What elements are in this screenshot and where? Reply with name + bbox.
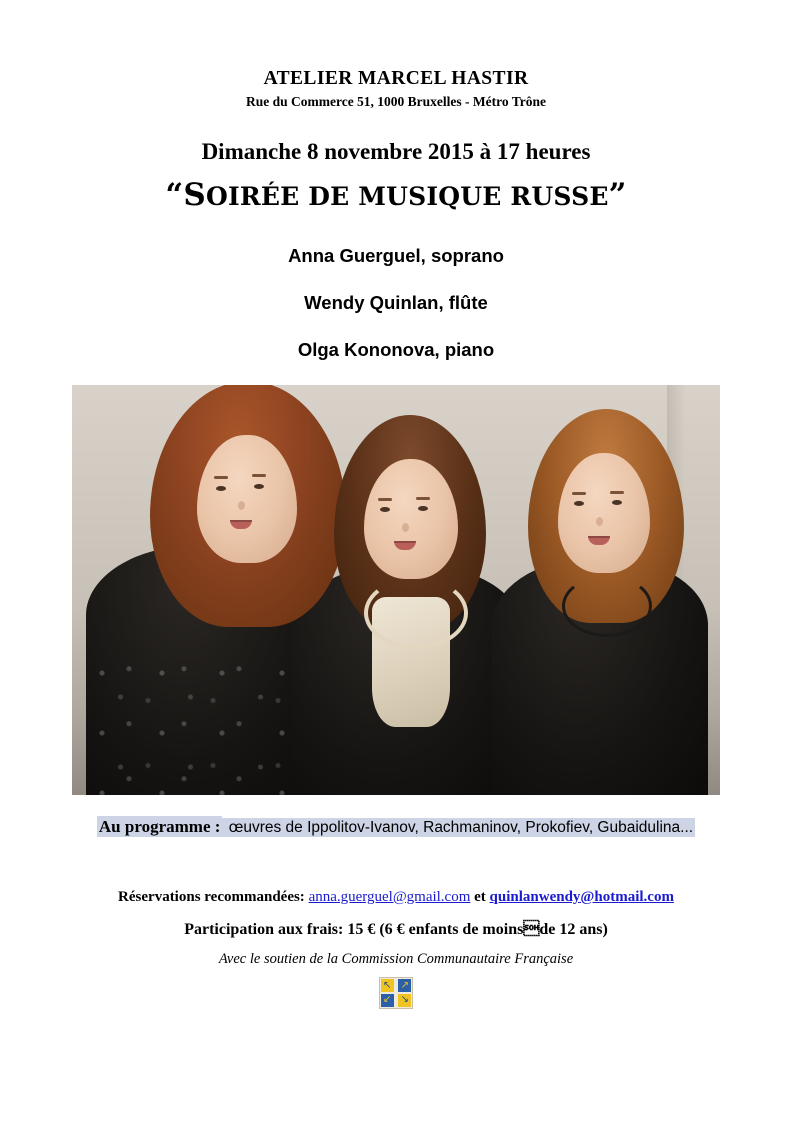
reservations-label: Réservations recommandées: bbox=[118, 888, 305, 905]
right-brow-2 bbox=[610, 491, 624, 494]
support-line: Avec le soutien de la Commission Communautaire Française bbox=[218, 950, 574, 967]
middle-nose bbox=[402, 523, 409, 532]
poster-page bbox=[0, 68, 792, 1147]
right-necklace bbox=[562, 575, 652, 637]
left-brow-1 bbox=[214, 476, 228, 479]
email-separator: et bbox=[470, 888, 490, 905]
concert-date: Dimanche 8 novembre 2015 à 17 heures bbox=[201, 139, 591, 164]
right-nose bbox=[596, 517, 603, 526]
left-nose bbox=[238, 501, 245, 510]
venue-address: Rue du Commerce 51, 1000 Bruxelles - Métro Trône bbox=[245, 94, 547, 109]
middle-necklace bbox=[364, 577, 468, 649]
left-brow-2 bbox=[252, 474, 266, 477]
venue-block bbox=[0, 68, 792, 110]
left-eye-1 bbox=[216, 486, 226, 491]
middle-eye-2 bbox=[418, 506, 428, 511]
reservations-line bbox=[0, 889, 792, 906]
right-eye-2 bbox=[612, 500, 622, 505]
performers-photo bbox=[72, 385, 720, 795]
concert-title bbox=[0, 177, 792, 213]
performer-3: Olga Kononova, piano bbox=[297, 339, 495, 360]
email-link-2[interactable]: quinlanwendy@hotmail.com bbox=[489, 888, 674, 905]
logo-arrow-right-icon: ↗ bbox=[400, 979, 409, 991]
logo-arrow-up-icon: ↖ bbox=[383, 979, 392, 991]
logo-arrow-down-icon: ↘ bbox=[400, 993, 409, 1005]
left-eye-2 bbox=[254, 484, 264, 489]
concert-title-part1: “S bbox=[165, 177, 206, 213]
middle-brow-1 bbox=[378, 498, 392, 501]
right-brow-1 bbox=[572, 492, 586, 495]
commission-communautaire-francaise-logo bbox=[379, 977, 413, 1009]
performer-1: Anna Guerguel, soprano bbox=[288, 245, 504, 266]
programme-label: Au programme : bbox=[98, 817, 221, 836]
venue-name: ATELIER MARCEL HASTIR bbox=[263, 68, 529, 89]
middle-eye-1 bbox=[380, 507, 390, 512]
performer-2: Wendy Quinlan, flûte bbox=[304, 292, 488, 313]
programme-works: œuvres de Ippolitov-Ivanov, Rachmaninov, Prokofiev, Gubaidulina... bbox=[224, 819, 694, 836]
footer-block bbox=[0, 889, 792, 1009]
right-eye-1 bbox=[574, 501, 584, 506]
price-line: Participation aux frais: 15 € (6 € enfants de moinsde 12 ans) bbox=[184, 920, 608, 938]
email-link-1[interactable]: anna.guerguel@gmail.com bbox=[308, 888, 471, 905]
logo-arrow-left-icon: ↙ bbox=[383, 993, 392, 1005]
left-lace-pattern bbox=[96, 655, 286, 795]
concert-title-part2: OIRÉE DE MUSIQUE RUSSE bbox=[205, 182, 609, 211]
middle-brow-2 bbox=[416, 497, 430, 500]
concert-title-part3: ” bbox=[608, 177, 627, 213]
programme-block bbox=[72, 814, 720, 841]
